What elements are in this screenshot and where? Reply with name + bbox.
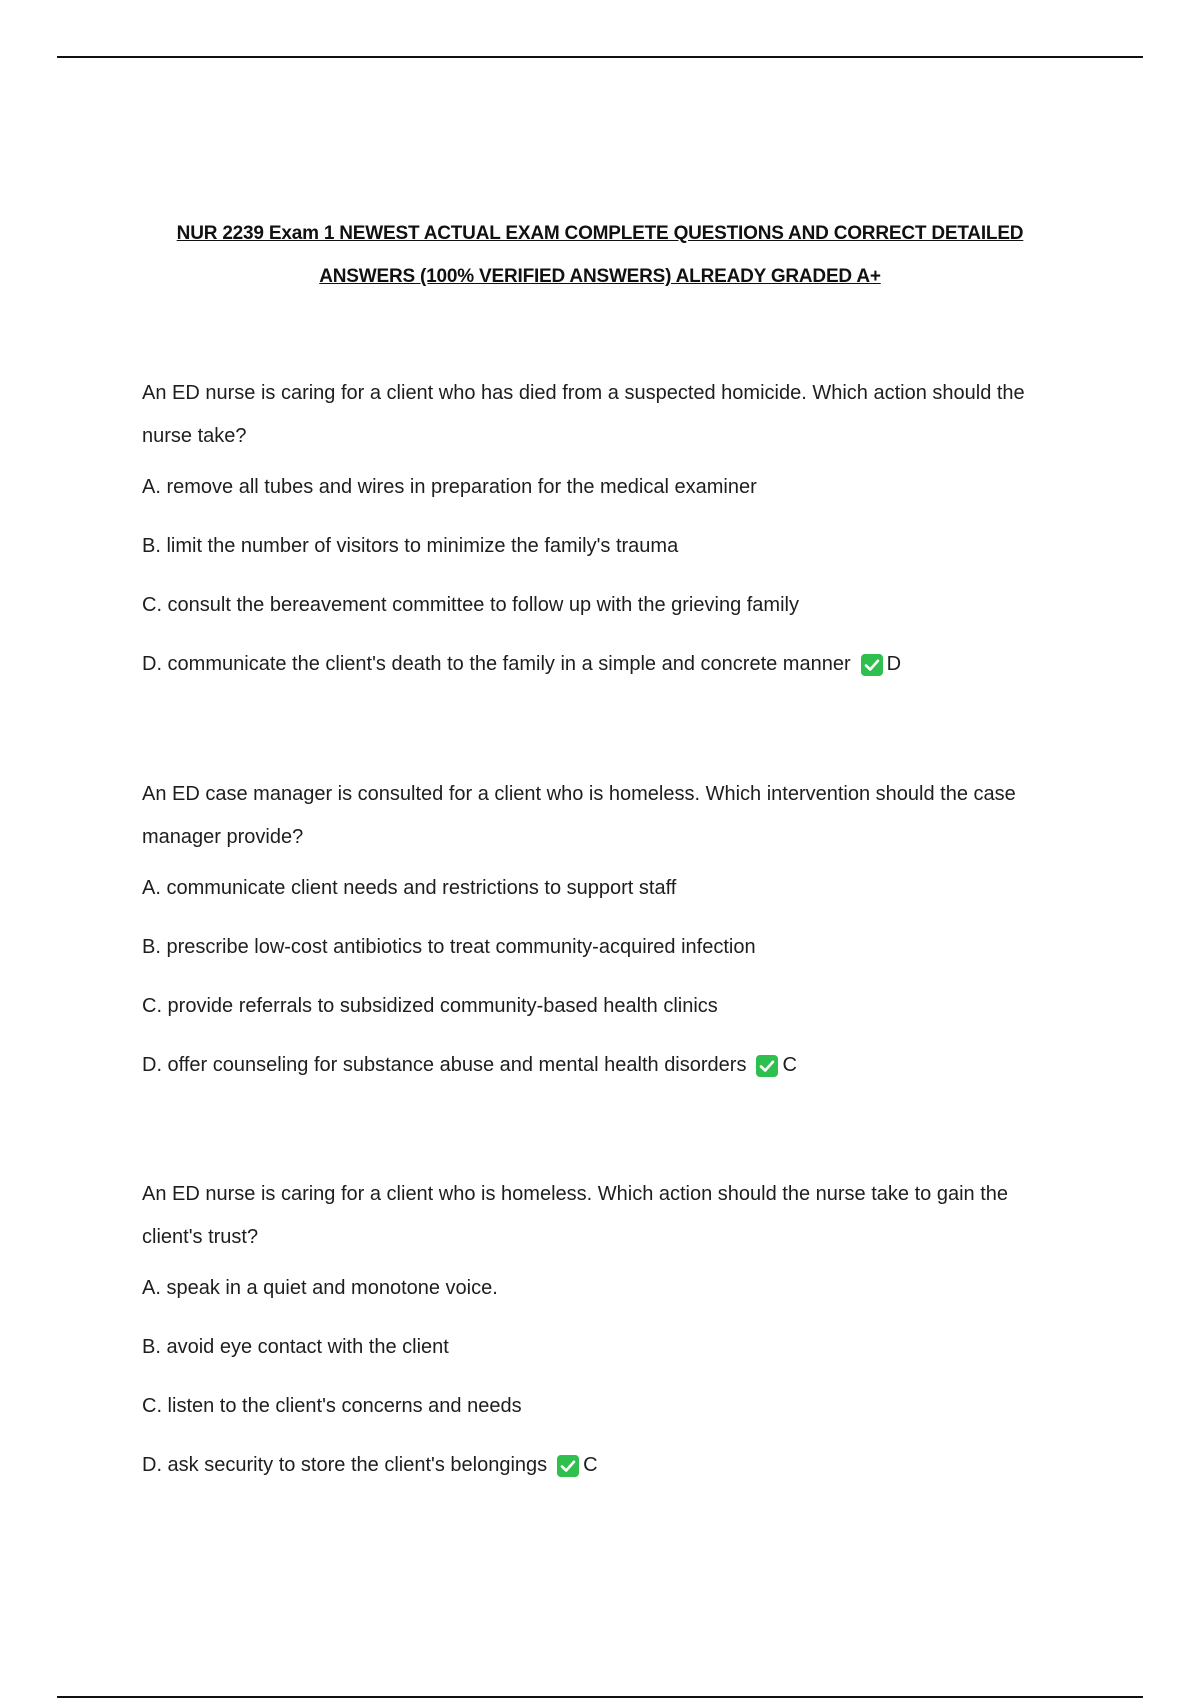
- question-2: [142, 773, 1072, 1111]
- option-a: A. remove all tubes and wires in preparation for the medical examiner: [142, 476, 757, 498]
- option-a: A. speak in a quiet and monotone voice.: [142, 1277, 498, 1299]
- question-stem: An ED nurse is caring for a client who is homeless. Which action should the nurse take to gain the client's trust?: [142, 1183, 1009, 1248]
- option-d: D. communicate the client's death to the family in a simple and concrete manner D: [142, 651, 1072, 678]
- option-c: C. listen to the client's concerns and needs: [142, 1395, 522, 1417]
- option-a: A. communicate client needs and restrictions to support staff: [142, 877, 677, 899]
- correct-answer: C: [782, 1054, 797, 1076]
- check-mark-icon: [557, 1455, 579, 1477]
- correct-answer: D: [886, 653, 902, 675]
- option-c: C. provide referrals to subsidized community-based health clinics: [142, 995, 718, 1017]
- title-line-1: NUR 2239 Exam 1 NEWEST ACTUAL EXAM COMPLETE QUESTIONS AND CORRECT DETAILED: [176, 223, 1024, 244]
- option-d: D. offer counseling for substance abuse and mental health disorders C: [142, 1052, 1072, 1079]
- correct-answer: C: [583, 1454, 598, 1476]
- bottom-rule: [57, 1696, 1143, 1698]
- top-rule: [57, 56, 1143, 58]
- question-3: [142, 1173, 1072, 1511]
- question-stem: An ED case manager is consulted for a client who is homeless. Which intervention should the case manager provide?: [142, 783, 1016, 848]
- check-mark-icon: [861, 654, 883, 676]
- question-stem: An ED nurse is caring for a client who has died from a suspected homicide. Which action should the nurse take?: [142, 382, 1025, 447]
- title-line-2: ANSWERS (100% VERIFIED ANSWERS) ALREADY GRADED A+: [319, 266, 881, 287]
- document-title: [100, 212, 1100, 298]
- option-c: C. consult the bereavement committee to follow up with the grieving family: [142, 594, 799, 616]
- option-b: B. prescribe low-cost antibiotics to treat community-acquired infection: [142, 936, 756, 958]
- check-mark-icon: [756, 1055, 778, 1077]
- option-b: B. avoid eye contact with the client: [142, 1336, 449, 1358]
- option-d: D. ask security to store the client's belongings C: [142, 1452, 1072, 1479]
- option-b: B. limit the number of visitors to minimize the family's trauma: [142, 535, 679, 557]
- question-1: [142, 372, 1072, 710]
